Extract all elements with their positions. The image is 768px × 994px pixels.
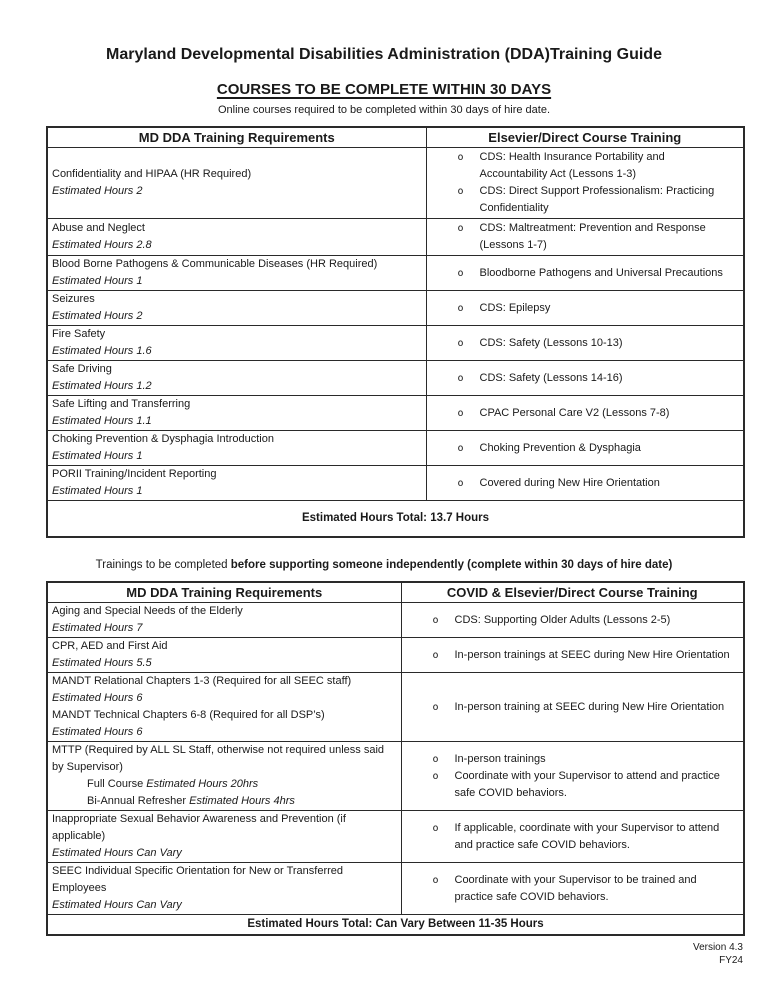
course-bullet-item	[427, 300, 732, 317]
estimated-hours-text	[52, 378, 422, 395]
course-cell	[426, 361, 744, 396]
training-row	[47, 361, 744, 396]
circle-bullet-icon: o	[432, 874, 439, 886]
estimated-hours-text	[52, 308, 422, 325]
course-text: CDS: Epilepsy	[479, 301, 551, 314]
requirement-text	[52, 707, 387, 724]
circle-bullet-icon: o	[432, 822, 439, 834]
estimated-hours-text	[52, 620, 387, 637]
course-text: Choking Prevention & Dysphagia	[479, 441, 641, 454]
requirement-cell	[47, 466, 426, 501]
estimated-hours-fragment: Estimated Hours 2	[52, 310, 143, 322]
requirement-text	[52, 603, 387, 620]
estimated-hours-text	[52, 724, 387, 741]
requirement-text	[52, 638, 387, 655]
estimated-hours-text	[52, 897, 387, 914]
course-text: In-person trainings	[454, 752, 546, 765]
training-row	[47, 863, 744, 915]
requirement-text	[52, 431, 422, 448]
course-text: Bloodborne Pathogens and Universal Precautions	[479, 266, 723, 279]
estimated-hours-text	[52, 448, 422, 465]
course-bullet-item	[427, 475, 732, 492]
requirement-text	[52, 396, 422, 413]
requirement-text	[52, 811, 387, 845]
course-bullet-item	[402, 612, 734, 629]
estimated-hours-fragment: Estimated Hours Can Vary	[52, 847, 182, 859]
estimated-hours-text	[52, 183, 422, 200]
circle-bullet-icon: o	[457, 152, 464, 163]
course-cell	[401, 863, 744, 915]
training-row	[47, 326, 744, 361]
fiscal-year-label: FY24	[719, 955, 743, 966]
requirement-cell	[47, 219, 426, 256]
circle-bullet-icon: o	[457, 223, 464, 234]
course-text: CDS: Health Insurance Portability and Accountability Act (Lessons 1-3)	[479, 151, 665, 180]
section1-heading	[0, 81, 768, 98]
requirement-cell	[47, 811, 401, 863]
requirement-fragment: Safe Driving	[52, 363, 112, 375]
circle-bullet-icon: o	[432, 770, 439, 782]
course-cell	[426, 291, 744, 326]
estimated-hours-fragment: Estimated Hours 2.8	[52, 239, 152, 251]
document-meta	[46, 941, 743, 967]
version-label: Version 4.3	[692, 942, 743, 953]
requirement-fragment: MANDT Relational Chapters 1-3 (Required for all SEEC staff)	[52, 675, 352, 687]
requirement-fragment: Inappropriate Sexual Behavior Awareness and Prevention (if applicable)	[52, 813, 346, 842]
table2-body	[47, 603, 744, 915]
table1-header-row	[47, 127, 744, 148]
section2-intro-normal-text: Trainings to be completed	[95, 559, 231, 571]
circle-bullet-icon: o	[457, 302, 464, 314]
course-text: Coordinate with your Supervisor to attend and practice safe COVID behaviors.	[454, 769, 720, 799]
estimated-hours-total: Estimated Hours Total: Can Vary Between 11-35 Hours	[47, 915, 744, 936]
estimated-hours-fragment: Estimated Hours 20hrs	[146, 778, 259, 790]
course-text: CDS: Maltreatment: Prevention and Response (Lessons 1-7)	[479, 222, 706, 251]
course-bullet-item	[427, 265, 732, 282]
estimated-hours-text	[52, 273, 422, 290]
circle-bullet-icon: o	[457, 372, 464, 384]
requirement-cell	[47, 256, 426, 291]
course-bullet-item	[427, 370, 732, 387]
course-bullet-item	[402, 820, 734, 854]
courses-within-30-days-table	[46, 126, 745, 538]
course-cell	[401, 603, 744, 638]
table1-body	[47, 148, 744, 501]
circle-bullet-icon: o	[457, 477, 464, 489]
course-cell	[426, 396, 744, 431]
estimated-hours-fragment: Estimated Hours 7	[52, 622, 143, 634]
circle-bullet-icon: o	[432, 753, 439, 765]
course-cell	[426, 148, 744, 219]
circle-bullet-icon: o	[457, 267, 464, 279]
estimated-hours-text	[52, 690, 387, 707]
training-row	[47, 219, 744, 256]
requirement-cell	[47, 863, 401, 915]
estimated-hours-fragment: Estimated Hours 6	[52, 726, 143, 738]
course-text: In-person training at SEEC during New Hire Orientation	[454, 700, 725, 713]
requirement-text	[52, 863, 387, 897]
estimated-hours-fragment: Estimated Hours 1	[52, 450, 143, 462]
course-text: CDS: Safety (Lessons 10-13)	[479, 336, 623, 349]
course-cell	[426, 466, 744, 501]
course-text: CPAC Personal Care V2 (Lessons 7-8)	[479, 406, 670, 419]
requirement-cell	[47, 431, 426, 466]
estimated-hours-text	[52, 343, 422, 360]
training-row	[47, 603, 744, 638]
requirement-fragment: Fire Safety	[52, 328, 106, 340]
course-bullet-item	[402, 872, 734, 906]
estimated-hours-fragment: Estimated Hours 1.1	[52, 415, 152, 427]
estimated-hours-fragment: Estimated Hours 1.6	[52, 345, 152, 357]
estimated-hours-fragment: Estimated Hours 4hrs	[189, 795, 295, 807]
circle-bullet-icon: o	[432, 614, 439, 626]
requirement-fragment: SEEC Individual Specific Orientation for New or Transferred Employees	[52, 865, 344, 894]
section2-intro	[0, 558, 768, 573]
course-cell	[426, 219, 744, 256]
circle-bullet-icon: o	[432, 649, 439, 661]
requirement-cell	[47, 326, 426, 361]
requirement-cell	[47, 742, 401, 811]
requirement-fragment: Full Course	[87, 778, 147, 790]
requirement-cell	[47, 148, 426, 219]
requirement-text	[52, 326, 422, 343]
estimated-hours-total: Estimated Hours Total: 13.7 Hours	[47, 501, 744, 538]
requirement-cell	[47, 603, 401, 638]
course-bullet-item	[402, 699, 734, 716]
training-row	[47, 396, 744, 431]
training-row	[47, 431, 744, 466]
course-text: CDS: Safety (Lessons 14-16)	[479, 371, 623, 384]
requirement-text	[52, 776, 387, 793]
course-cell	[426, 256, 744, 291]
circle-bullet-icon: o	[457, 186, 464, 197]
requirement-cell	[47, 361, 426, 396]
table2-header-row	[47, 582, 744, 603]
course-bullet-item	[427, 405, 732, 422]
requirement-fragment: Confidentiality and HIPAA (HR Required)	[52, 168, 252, 180]
estimated-hours-text	[52, 845, 387, 862]
course-bullet-item	[427, 183, 732, 217]
course-bullet-item	[402, 647, 734, 664]
section1-subheading: Online courses required to be completed within 30 days of hire date.	[217, 104, 551, 116]
course-bullet-item	[402, 751, 734, 768]
section1-heading-text: COURSES TO BE COMPLETE WITHIN 30 DAYS	[216, 81, 552, 98]
course-text: Coordinate with your Supervisor to be trained and practice safe COVID behaviors.	[454, 873, 697, 903]
column-header-covid-elsevier-training: COVID & Elsevier/Direct Course Training	[401, 582, 744, 603]
document-title: Maryland Developmental Disabilities Administration (DDA)Training Guide	[106, 46, 662, 63]
requirement-cell	[47, 291, 426, 326]
courses-before-independent-support-table	[46, 581, 745, 936]
training-row	[47, 742, 744, 811]
requirement-fragment: Abuse and Neglect	[52, 222, 145, 234]
estimated-hours-text	[52, 413, 422, 430]
course-bullet-item	[427, 220, 732, 254]
estimated-hours-fragment: Estimated Hours 6	[52, 692, 143, 704]
requirement-fragment: MANDT Technical Chapters 6-8 (Required for all DSP’s)	[52, 709, 325, 721]
circle-bullet-icon: o	[457, 442, 464, 454]
course-text: CDS: Supporting Older Adults (Lessons 2-5)	[454, 613, 671, 626]
circle-bullet-icon: o	[457, 407, 464, 419]
estimated-hours-text	[52, 655, 387, 672]
course-bullet-item	[427, 335, 732, 352]
estimated-hours-fragment: Estimated Hours 2	[52, 185, 143, 197]
course-text: CDS: Direct Support Professionalism: Practicing Confidentiality	[479, 185, 715, 214]
requirement-fragment: Bi-Annual Refresher	[87, 795, 190, 807]
requirement-fragment: PORII Training/Incident Reporting	[52, 468, 217, 480]
requirement-text	[52, 256, 422, 273]
requirement-text	[52, 793, 387, 810]
section2-intro-bold-text: before supporting someone independently (complete within 30 days of hire date)	[230, 559, 673, 571]
training-row	[47, 673, 744, 742]
training-row	[47, 148, 744, 219]
column-header-elsevier-training: Elsevier/Direct Course Training	[426, 127, 744, 148]
training-row	[47, 638, 744, 673]
course-cell	[426, 326, 744, 361]
requirement-fragment: MTTP (Required by ALL SL Staff, otherwise not required unless said by Supervisor)	[52, 744, 385, 773]
requirement-cell	[47, 638, 401, 673]
course-text: If applicable, coordinate with your Supervisor to attend and practice safe COVID behaviors.	[454, 821, 720, 851]
course-cell	[401, 811, 744, 863]
table1-total-row	[47, 501, 744, 538]
course-text: Covered during New Hire Orientation	[479, 476, 660, 489]
table2-total-row	[47, 915, 744, 936]
requirement-text	[52, 361, 422, 378]
estimated-hours-fragment: Estimated Hours 1	[52, 275, 143, 287]
requirement-text	[52, 673, 387, 690]
requirement-fragment: CPR, AED and First Aid	[52, 640, 168, 652]
estimated-hours-fragment: Estimated Hours 5.5	[52, 657, 152, 669]
requirement-fragment: Blood Borne Pathogens & Communicable Diseases (HR Required)	[52, 258, 378, 270]
course-bullet-item	[402, 768, 734, 802]
course-cell	[401, 638, 744, 673]
estimated-hours-fragment: Estimated Hours Can Vary	[52, 899, 182, 911]
column-header-md-dda-requirements: MD DDA Training Requirements	[47, 127, 426, 148]
circle-bullet-icon: o	[432, 701, 439, 713]
estimated-hours-fragment: Estimated Hours 1	[52, 485, 143, 497]
training-row	[47, 466, 744, 501]
requirement-cell	[47, 673, 401, 742]
requirement-text	[52, 220, 422, 237]
requirement-fragment: Aging and Special Needs of the Elderly	[52, 605, 243, 617]
circle-bullet-icon: o	[457, 337, 464, 349]
column-header-md-dda-requirements: MD DDA Training Requirements	[47, 582, 401, 603]
course-cell	[401, 742, 744, 811]
requirement-cell	[47, 396, 426, 431]
course-bullet-item	[427, 440, 732, 457]
estimated-hours-fragment: Estimated Hours 1.2	[52, 380, 152, 392]
requirement-text	[52, 466, 422, 483]
training-row	[47, 291, 744, 326]
course-cell	[426, 431, 744, 466]
requirement-fragment: Seizures	[52, 293, 95, 305]
requirement-text	[52, 742, 387, 776]
estimated-hours-text	[52, 483, 422, 500]
requirement-fragment: Choking Prevention & Dysphagia Introduction	[52, 433, 274, 445]
course-cell	[401, 673, 744, 742]
requirement-text	[52, 166, 422, 183]
training-row	[47, 256, 744, 291]
course-text: In-person trainings at SEEC during New Hire Orientation	[454, 648, 730, 661]
training-row	[47, 811, 744, 863]
estimated-hours-text	[52, 237, 422, 254]
course-bullet-item	[427, 149, 732, 183]
requirement-text	[52, 291, 422, 308]
requirement-fragment: Safe Lifting and Transferring	[52, 398, 191, 410]
